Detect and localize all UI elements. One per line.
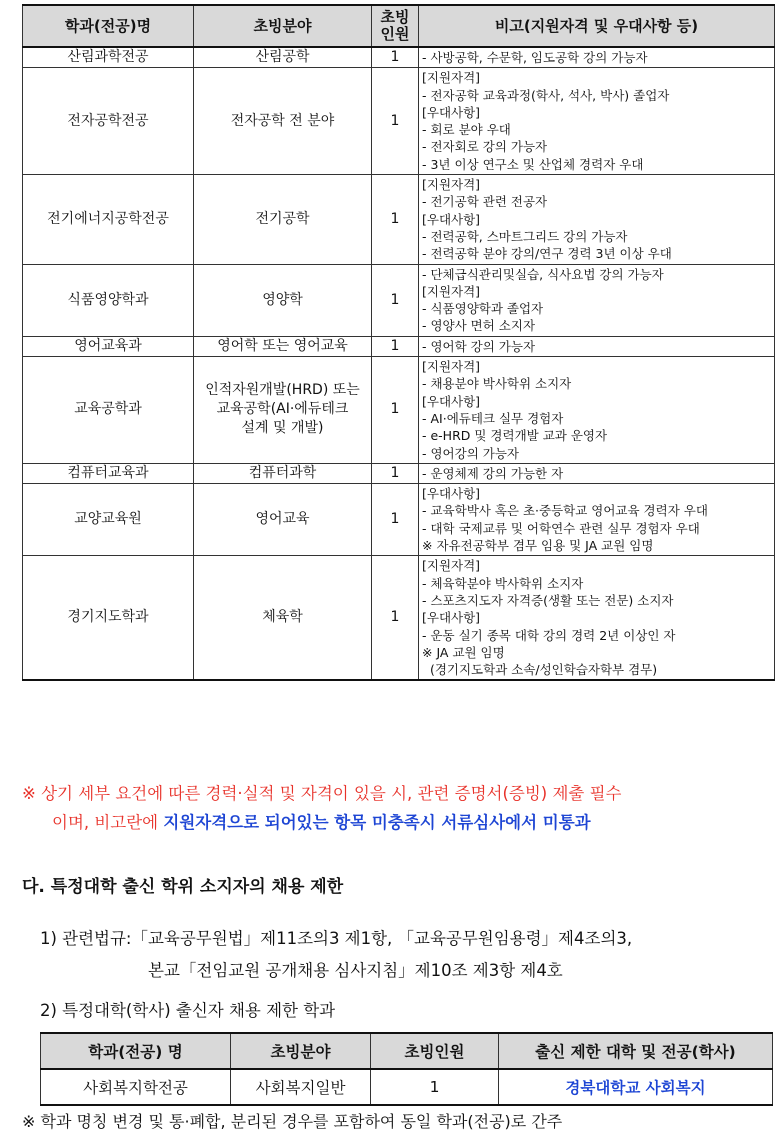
restriction-university: 경북대학교 사회복지 [499,1069,773,1105]
table-row [23,68,775,175]
header-count [372,5,419,47]
recruit-count: 1 [372,68,419,175]
remarks [419,484,775,556]
remark-line: - 전력공학 분야 강의/연구 경력 3년 이상 우대 [422,246,672,262]
department-name: 교육공학과 [23,357,194,464]
remarks [419,336,775,356]
remark-line: - 교육학박사 혹은 초·중등학교 영어교육 경력자 우대 [422,503,708,519]
header-note: 비고(지원자격 및 우대사항 등) [419,5,775,47]
remark-line: ※ 자유전공학부 겸무 임용 및 JA 교원 임명 [422,538,654,554]
table-row [23,264,775,336]
table-row [23,47,775,68]
recruitment-table [22,4,775,681]
header-count-line1: 초빙 [380,8,410,26]
recruit-field: 전자공학 전 분야 [194,68,372,175]
department-name: 경기지도학과 [23,556,194,681]
table-body [23,47,775,680]
remarks [419,463,775,483]
recruit-count: 1 [372,556,419,681]
remark-line: - 대학 국제교류 및 어학연수 관련 실무 경험자 우대 [422,520,700,536]
evidence-note-line1: ※ 상기 세부 요건에 따른 경력·실적 및 자격이 있을 시, 관련 증명서(증빙) 제출 필수 [22,784,622,803]
department-name: 식품영양학과 [23,264,194,336]
remark-line: - 3년 이상 연구소 및 산업체 경력자 우대 [422,156,644,172]
remarks [419,68,775,175]
remark-line: - 전자회로 강의 가능자 [422,139,548,155]
evidence-note-emphasis: 지원자격으로 되어있는 항목 미충족시 서류심사에서 미통과 [163,813,591,832]
recruit-field: 산림공학 [194,47,372,68]
remark-line: [지원자격] [422,70,481,86]
recruit-count: 1 [372,484,419,556]
recruit-field: 전기공학 [194,175,372,264]
department-name: 산림과학전공 [23,47,194,68]
remark-line: - 사방공학, 수문학, 임도공학 강의 가능자 [422,50,648,65]
remark-line: ※ JA 교원 임명 [422,644,505,660]
table-row [23,484,775,556]
evidence-note [22,779,778,837]
recruit-field-line: 인적자원개발(HRD) 또는 [205,382,360,399]
recruit-field: 컴퓨터과학 [194,463,372,483]
department-name: 영어교육과 [23,336,194,356]
restriction-header-department: 학과(전공) 명 [41,1033,231,1069]
recruit-field: 영어학 또는 영어교육 [194,336,372,356]
remark-line: - 채용분야 박사학위 소지자 [422,376,572,392]
restriction-field: 사회복지일반 [231,1069,371,1105]
remark-line: - 영양사 면허 소지자 [422,318,536,334]
law-reference-line2: 본교「전임교원 공개채용 심사지침」제10조 제3항 제4호 [148,961,563,980]
recruit-field: 영양학 [194,264,372,336]
remark-line: - 식품영양학과 졸업자 [422,301,544,317]
remarks [419,556,775,681]
evidence-note-line2 [22,808,778,837]
remark-line: - e-HRD 및 경력개발 교과 운영자 [422,428,608,444]
recruit-field: 체육학 [194,556,372,681]
evidence-note-prefix: 이며, 비고란에 [52,813,164,832]
department-name: 교양교육원 [23,484,194,556]
table-row [23,556,775,681]
recruit-count: 1 [372,175,419,264]
remark-line: - 영어학 강의 가능자 [422,338,536,354]
header-field: 초빙분야 [194,5,372,47]
remark-line: - AI·에듀테크 실무 경험자 [422,410,564,426]
remark-line: - 전기공학 관련 전공자 [422,194,548,210]
recruit-count: 1 [372,357,419,464]
restriction-header-university: 출신 제한 대학 및 전공(학사) [499,1033,773,1069]
department-name: 전자공학전공 [23,68,194,175]
remark-line: - 체육학분야 박사학위 소지자 [422,575,584,591]
department-name: 컴퓨터교육과 [23,463,194,483]
remarks [419,47,775,68]
remark-line: [우대사항] [422,211,481,227]
remark-line: - 운영체제 강의 가능한 자 [422,465,564,481]
restriction-row [41,1069,773,1105]
remark-line: [지원자격] [422,558,481,574]
restriction-department: 사회복지학전공 [41,1069,231,1105]
remark-line: [우대사항] [422,104,481,120]
remarks [419,357,775,464]
header-department: 학과(전공)명 [23,5,194,47]
department-name: 전기에너지공학전공 [23,175,194,264]
table-row [23,336,775,356]
restriction-header-count: 초빙인원 [371,1033,499,1069]
remark-line: [지원자격] [422,283,481,299]
bottom-note: ※ 학과 명칭 변경 및 통·폐합, 분리된 경우를 포함하여 동일 학과(전공)로 간주 [22,1112,563,1131]
remark-line: - 영어강의 가능자 [422,445,519,461]
recruit-field-line: 교육공학(AI·에듀테크 [216,401,349,418]
remark-line: - 전력공학, 스마트그리드 강의 가능자 [422,228,628,244]
remark-line: [지원자격] [422,177,481,193]
recruit-count: 1 [372,264,419,336]
remark-line: - 회로 분야 우대 [422,122,511,138]
recruit-count: 1 [372,336,419,356]
remark-line: - 단체급식관리및실습, 식사요법 강의 가능자 [422,266,664,282]
remark-line: - 운동 실기 종목 대학 강의 경력 2년 이상인 자 [422,627,676,643]
subsection-title: 2) 특정대학(학사) 출신자 채용 제한 학과 [40,1001,336,1020]
restriction-header-row [41,1033,773,1069]
table-row [23,357,775,464]
restriction-header-field: 초빙분야 [231,1033,371,1069]
remarks [419,264,775,336]
table-row [23,175,775,264]
remark-line: (경기지도학과 소속/성인학습자학부 겸무) [422,662,658,678]
recruit-field [194,357,372,464]
remark-line: [우대사항] [422,393,481,409]
recruit-field: 영어교육 [194,484,372,556]
remark-line: - 스포츠지도자 자격증(생활 또는 전문) 소지자 [422,592,674,608]
restriction-table [40,1032,773,1106]
table-header-row [23,5,775,47]
table-row [23,463,775,483]
remark-line: [우대사항] [422,486,481,502]
header-count-line2: 인원 [380,25,410,43]
recruit-count: 1 [372,47,419,68]
remarks [419,175,775,264]
section-title: 다. 특정대학 출신 학위 소지자의 채용 제한 [22,877,344,897]
law-reference-line1: 1) 관련법규:「교육공무원법」제11조의3 제1항, 「교육공무원임용령」제4조의3, [40,929,633,948]
recruit-count: 1 [372,463,419,483]
restriction-count: 1 [371,1069,499,1105]
recruit-field-line: 설계 및 개발) [241,420,324,437]
remark-line: [지원자격] [422,359,481,375]
remark-line: - 전자공학 교육과정(학사, 석사, 박사) 졸업자 [422,87,670,103]
remark-line: [우대사항] [422,610,481,626]
